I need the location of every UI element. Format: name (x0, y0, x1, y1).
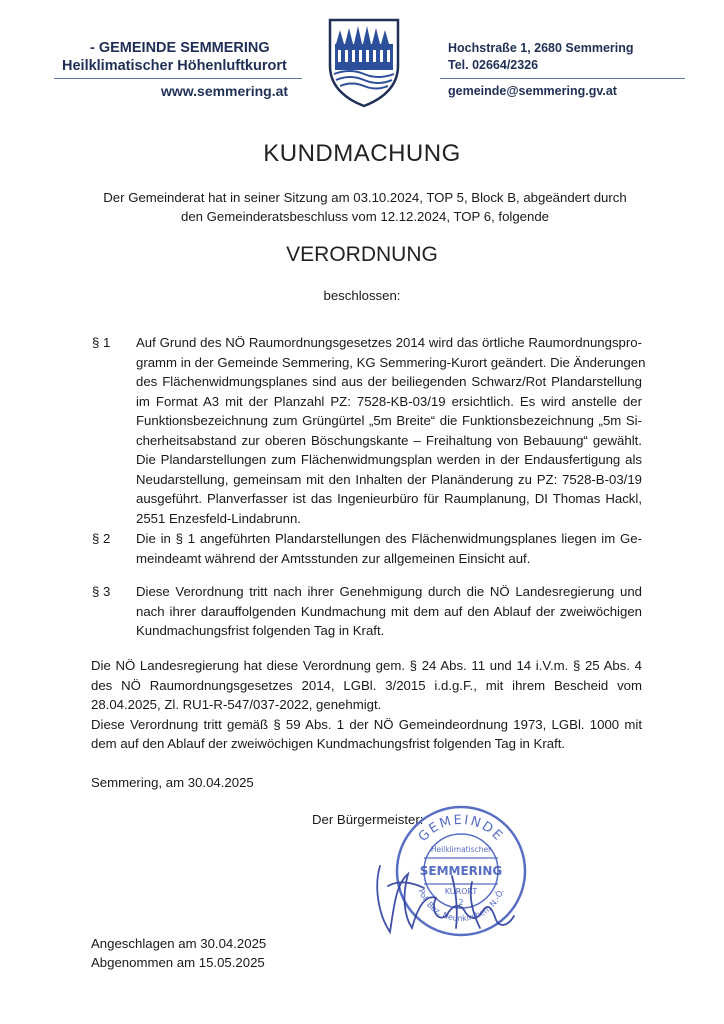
municipality-tagline: Heilklimatischer Höhenluftkurort (62, 58, 287, 74)
section-number: § 3 (92, 584, 111, 599)
svg-text:2: 2 (458, 898, 464, 907)
svg-text:KURORT: KURORT (444, 887, 478, 896)
address: Hochstraße 1, 2680 Semmering (448, 41, 634, 55)
mayor-label: Der Bürgermeister: (312, 812, 424, 827)
email: gemeinde@semmering.gv.at (448, 84, 617, 98)
text-line: Neudarstellung, gemeinsam mit den Inhalten der Planänderung zu PZ: 7528-B-03/19 (136, 471, 642, 487)
text-line: Kundmachungsfrist folgenden Tag in Kraft. (136, 623, 385, 638)
mayor-signature (368, 836, 518, 936)
regulation-heading: VERORDNUNG (286, 243, 438, 266)
section-1-text (136, 333, 646, 528)
resolved-label: beschlossen: (323, 288, 401, 303)
intro-line: den Gemeinderatsbeschluss vom 12.12.2024, TOP 6, folgende (180, 209, 550, 224)
text-line: Funktionsbezeichnung zum Grüngürtel „5m Breite“ die Funktionsbezeichnung „5m Si- (136, 413, 642, 428)
intro-text (90, 188, 640, 226)
text-line: Die Plandarstellungen zum Flächenwidmungsplan werden in der Endausfertigung als (136, 452, 642, 467)
text-line: meindeamt während der Amtsstunden zur allgemeinen Einsicht auf. (136, 550, 531, 566)
letterhead-rule-left (54, 78, 302, 79)
municipality-name: - GEMEINDE SEMMERING (90, 40, 270, 56)
svg-text:GEMEINDE: GEMEINDE (415, 812, 507, 845)
section-2-text (136, 529, 642, 568)
text-line: des Flächenwidmungsplanes sind aus der beiliegenden Schwarz/Rot Plandarstellung (136, 374, 642, 389)
text-line: cherheitsabstand zur oberen Böschungskante – Freihaltung von Bebauung“ gewählt. (136, 432, 642, 448)
removed-date: Abgenommen am 15.05.2025 (91, 955, 265, 970)
text-line: ausgeführt. Planverfasser ist das Ingenieurbüro für Raumplanung, DI Thomas Hackl, (136, 491, 642, 506)
text-line: Auf Grund des NÖ Raumordnungsgesetzes 2014 wird das örtliche Raumordnungspro- (136, 335, 642, 350)
section-3-text (136, 582, 642, 641)
svg-text:Heilklimatischer: Heilklimatischer (430, 845, 492, 854)
posting-dates (91, 934, 266, 972)
text-line: 2551 Enzesfeld-Lindabrunn. (136, 510, 301, 526)
text-line: dem auf den Ablauf der zweiwöchigen Kundmachungsfrist folgenden Tag in Kraft. (91, 736, 566, 751)
text-line: Diese Verordnung tritt nach ihrer Genehmigung durch die NÖ Landesregierung und (136, 584, 642, 599)
text-line: gramm in der Gemeinde Semmering, KG Semmering-Kurort geändert. Die Änderungen (136, 354, 646, 370)
text-line: im Format A3 mit der Planzahl PZ: 7528-KB-03/19 ersichtlich. Es wird anstelle der (136, 393, 642, 409)
text-line: Die NÖ Landesregierung hat diese Verordnung gem. § 24 Abs. 11 und 14 i.V.m. § 25 Abs. 4 (91, 658, 642, 673)
text-line: Diese Verordnung tritt gemäß § 59 Abs. 1 der NÖ Gemeindeordnung 1973, LGBl. 1000 mit (91, 716, 642, 732)
svg-text:Pol. Bez. Neunkirchen, N.-Ö.: Pol. Bez. Neunkirchen, N.-Ö. (416, 887, 506, 924)
place-and-date: Semmering, am 30.04.2025 (91, 775, 254, 790)
approval-text (91, 656, 642, 754)
text-line: 28.04.2025, Zl. RU1-R-547/037-2022, genehmigt. (91, 697, 382, 712)
svg-text:SEMMERING: SEMMERING (419, 864, 503, 878)
text-line: nach ihrer darauffolgenden Kundmachung mit dem auf den Ablauf der zweiwöchigen (136, 603, 642, 619)
intro-line: Der Gemeinderat hat in seiner Sitzung am 03.10.2024, TOP 5, Block B, abgeändert durch (103, 190, 627, 205)
letterhead-rule-right (440, 78, 685, 79)
coat-of-arms-icon (326, 16, 402, 108)
section-number: § 1 (92, 335, 111, 350)
text-line: des NÖ Raumordnungsgesetzes 2014, LGBl. 3/2015 i.d.g.F., mit ihrem Bescheid vom (91, 677, 642, 693)
phone: Tel. 02664/2326 (448, 58, 539, 72)
posted-date: Angeschlagen am 30.04.2025 (91, 936, 267, 951)
website: www.semmering.at (161, 83, 289, 99)
text-line: Die in § 1 angeführten Plandarstellungen des Flächenwidmungsplanes liegen im Ge- (136, 531, 642, 546)
document-title: KUNDMACHUNG (263, 140, 461, 167)
section-number: § 2 (92, 531, 111, 546)
